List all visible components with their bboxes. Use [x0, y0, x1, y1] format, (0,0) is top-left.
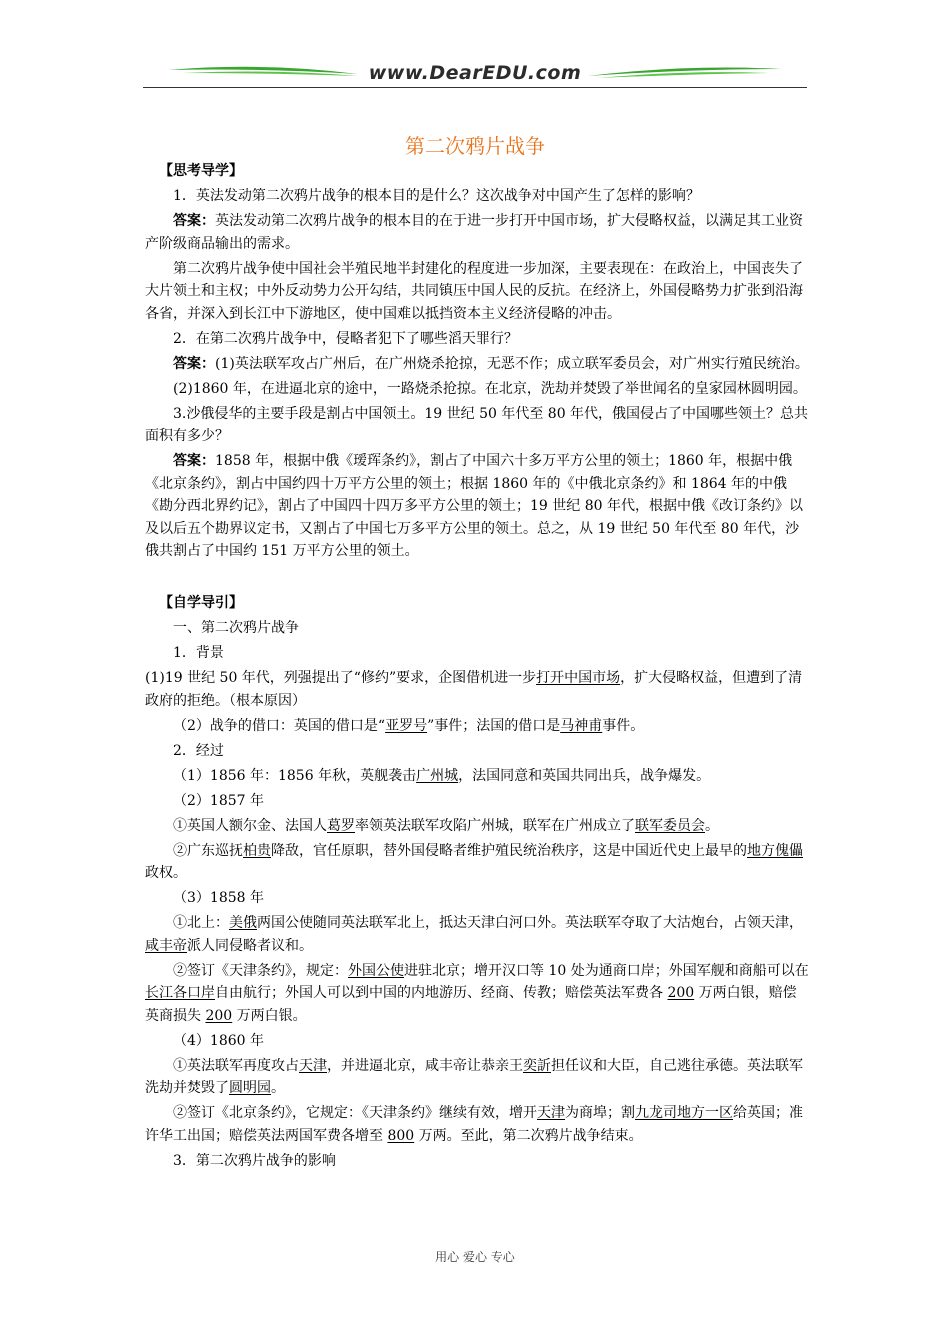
text-run: ②签订《北京条约》，它规定：《天津条约》继续有效，增开	[173, 1105, 537, 1121]
underlined-answer: 奕訢	[523, 1057, 551, 1074]
underlined-answer: 地方傀儡	[747, 842, 803, 859]
text-paragraph	[145, 715, 810, 738]
year-heading: （4）1860 年	[173, 1032, 264, 1049]
text-run: 事件。	[602, 717, 645, 734]
section-heading: 【自学导引】	[159, 595, 243, 611]
answer-label: 答案：	[173, 213, 215, 229]
question-2: 2．在第二次鸦片战争中，侵略者犯下了哪些滔天罪行？	[173, 330, 518, 347]
answer-label: 答案：	[173, 355, 215, 372]
text-paragraph	[145, 960, 810, 1028]
answer-label: 答案：	[173, 453, 215, 469]
text-run: ”事件；法国的借口是	[427, 717, 561, 734]
text-paragraph	[145, 840, 810, 885]
item-heading: 1．背景	[173, 645, 224, 661]
item-heading: 2．经过	[173, 742, 224, 759]
text-run: 率领英法联军攻陷广州城，联军在广州成立了	[355, 817, 635, 834]
answer-1	[145, 210, 810, 255]
text-run: (1)19 世纪 50 年代，列强提出了“修约”要求，企图借机进一步	[145, 670, 537, 686]
underlined-answer: 亚罗号	[385, 717, 428, 734]
text-run: 万两白银。	[232, 1007, 307, 1024]
year-heading: （2）1857 年	[173, 792, 264, 809]
text-run: 为商埠；割	[565, 1105, 635, 1121]
text-paragraph	[145, 912, 810, 957]
underlined-answer: 天津	[537, 1105, 565, 1121]
text-run: ①英法联军再度攻占	[173, 1057, 299, 1074]
question-1: 1．英法发动第二次鸦片战争的根本目的是什么？这次战争对中国产生了怎样的影响？	[173, 188, 700, 204]
answer-2	[145, 353, 810, 376]
answer-1-continued: 第二次鸦片战争使中国社会半殖民地半封建化的程度进一步加深，主要表现在：在政治上，中国丧失了大片领土和主权；中外反动势力公开勾结，共同镇压中国人民的反抗。在经济上，外国侵略势力扩张到沿海各省，并深入到长江中下游地区，使中国难以抵挡资本主义经济侵略的冲击。	[145, 260, 803, 322]
text-run: 万两。至此，第二次鸦片战争结束。	[414, 1127, 643, 1144]
text-run: 政权。	[145, 865, 187, 881]
underlined-answer: 外国公使	[348, 962, 404, 979]
underlined-answer: 马神甫	[560, 717, 603, 734]
underlined-answer: 200	[667, 985, 695, 1001]
section-heading: 【思考导学】	[159, 163, 243, 179]
text-run: ②签订《天津条约》，规定：	[173, 962, 348, 979]
text-run: (1)英法联军攻占广州后，在广州烧杀抢掠，无恶不作；成立联军委员会，对广州实行殖民统治。	[215, 355, 809, 372]
question-3: 3.沙俄侵华的主要手段是割占中国领土。19 世纪 50 年代至 80 年代，俄国侵占了中国哪些领土？总共面积有多少？	[145, 405, 809, 444]
underlined-answer: 200	[205, 1007, 233, 1024]
text-run: 给英国；准许华工出国；赔偿英法两国军费各增至	[145, 1105, 803, 1144]
underlined-answer: 800	[387, 1127, 415, 1144]
underlined-answer: 美俄	[229, 915, 257, 931]
item-heading: 3．第二次鸦片战争的影响	[173, 1152, 336, 1169]
document-body	[145, 160, 810, 1175]
text-run: ，并进逼北京，咸丰帝让恭亲王	[327, 1057, 523, 1074]
underlined-answer: 长江各口岸	[145, 985, 215, 1001]
underlined-answer: 圆明园	[229, 1080, 271, 1096]
year-heading: （3）1858 年	[173, 890, 264, 906]
text-run: 担任议和大臣，自己逃往承德。英法联军洗劫并焚毁了	[145, 1057, 803, 1096]
text-run: 。	[705, 817, 719, 834]
text-paragraph	[145, 765, 810, 788]
underlined-answer: 天津	[299, 1057, 327, 1074]
text-run: 1858 年，根据中俄《瑷珲条约》，割占了中国六十多万平方公里的领土；1860 年，根据中俄《北京条约》，割占中国约四十万平方公里的领土；根据 1860 年的《中俄北京条约》和 1864 年的中俄《勘分西北界约记》，割占了中国四十四万多平方公里的领土；19 世纪 80 年代，根据中俄《改订条约》以及以后五个勘界议定书，又割占了中国七万多平方公里的领土。总之，从 19 世纪 50 年代至 80 年代，沙俄共割占了中国约 151 万平方公里的领土。	[145, 453, 803, 559]
site-logo-text: www.DearEDU.com	[368, 62, 582, 84]
text-paragraph	[145, 667, 810, 712]
text-run: ，扩大侵略权益，但遭到了清政府的拒绝。（根本原因）	[145, 670, 803, 709]
header-rule	[143, 87, 807, 88]
underlined-answer: 打开中国市场	[536, 670, 621, 686]
page-title: 第二次鸦片战争	[405, 134, 545, 158]
text-run: 英法发动第二次鸦片战争的根本目的在于进一步打开中国市场，扩大侵略权益，以满足其工业资产阶级商品输出的需求。	[145, 213, 803, 252]
text-run: 派人同侵略者议和。	[187, 937, 313, 954]
answer-2-continued: (2)1860 年，在进逼北京的途中，一路烧杀抢掠。在北京，洗劫并焚毁了举世闻名的皇家园林圆明园。	[173, 380, 807, 397]
text-run: （1）1856 年：1856 年秋，英舰袭击	[173, 767, 417, 784]
text-run: 两国公使随同英法联军北上，抵达天津白河口外。英法联军夺取了大沽炮台，占领天津，	[257, 915, 803, 931]
underlined-answer: 柏贵	[243, 842, 271, 859]
text-run: ①英国人额尔金、法国人	[173, 817, 327, 834]
spacer	[145, 565, 810, 592]
text-paragraph	[145, 1102, 810, 1147]
text-run: 。	[271, 1080, 285, 1096]
page-header	[143, 60, 807, 92]
page-footer: 用心 爱心 专心	[435, 1250, 515, 1264]
text-run: 万两白银，赔偿英商损失	[145, 985, 797, 1024]
underlined-answer: 联军委员会	[635, 817, 705, 834]
underlined-answer: 广州城	[416, 767, 459, 784]
text-paragraph	[145, 815, 810, 838]
underlined-answer: 咸丰帝	[145, 937, 187, 954]
text-run: 进驻北京；增开汉口等 10 处为通商口岸；外国军舰和商船可以在	[404, 962, 809, 979]
underlined-answer: 葛罗	[327, 817, 355, 834]
answer-3	[145, 450, 810, 563]
text-paragraph	[145, 1055, 810, 1100]
text-run: （2）战争的借口：英国的借口是“	[173, 717, 386, 734]
text-run: 降敌，官任原职，替外国侵略者维护殖民统治秩序，这是中国近代史上最早的	[271, 842, 747, 859]
text-run: ②广东巡抚	[173, 842, 243, 859]
text-run: ①北上：	[173, 915, 229, 931]
underlined-answer: 九龙司地方一区	[635, 1105, 733, 1121]
subsection-title: 一、第二次鸦片战争	[173, 620, 299, 636]
text-run: ，法国同意和英国共同出兵，战争爆发。	[458, 767, 711, 784]
text-run: 自由航行；外国人可以到中国的内地游历、经商、传教；赔偿英法军费各	[215, 985, 668, 1001]
